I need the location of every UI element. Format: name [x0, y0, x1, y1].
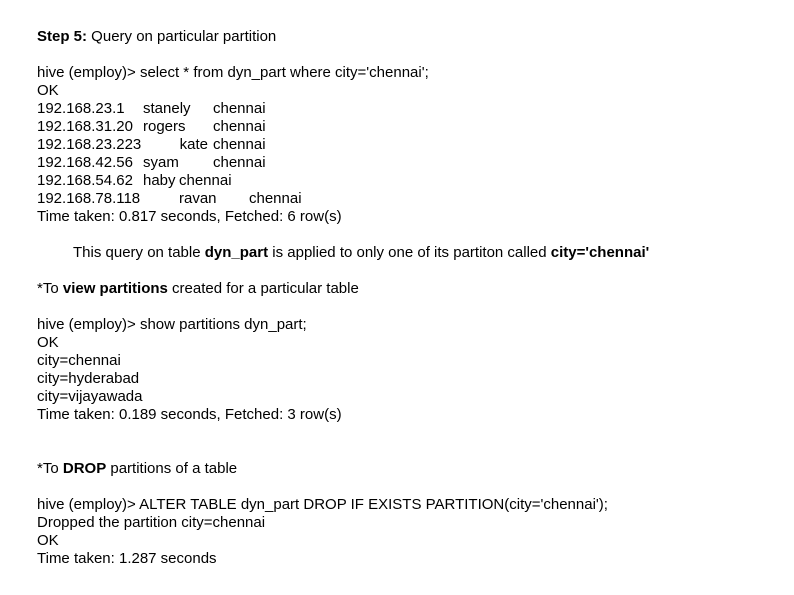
partition-item: city=vijayawada: [37, 388, 143, 405]
view-prefix: *To: [37, 280, 63, 297]
result-row: [37, 190, 302, 208]
note-prefix: This query on table: [73, 244, 205, 261]
row-ip: 192.168.23.223: [37, 136, 142, 153]
query2-time: Time taken: 0.189 seconds, Fetched: 3 row(s): [37, 406, 342, 423]
drop-heading: [37, 460, 237, 478]
result-row: [37, 172, 232, 190]
partition-item: city=hyderabad: [37, 370, 140, 387]
query1-ok: OK: [37, 82, 59, 99]
row-city: chennai: [213, 100, 266, 117]
drop-keyword: DROP: [62, 460, 107, 477]
query1-command: hive (employ)> select * from dyn_part where city='chennai';: [37, 64, 429, 81]
partition-item: city=chennai: [37, 352, 121, 369]
result-row: [37, 118, 266, 136]
row-name: stanely: [143, 100, 191, 117]
query3-ok: OK: [37, 532, 59, 549]
view-keyword: view partitions: [62, 280, 168, 297]
query2-command: hive (employ)> show partitions dyn_part;: [37, 316, 307, 333]
row-city: chennai: [213, 136, 266, 153]
row-name: ravan: [179, 190, 217, 207]
row-ip: 192.168.78.118: [37, 190, 141, 207]
step-title: Query on particular partition: [87, 28, 277, 45]
row-city: chennai: [249, 190, 302, 207]
row-name: syam: [143, 154, 179, 171]
result-row: [37, 136, 266, 154]
drop-prefix: *To: [37, 460, 63, 477]
query1-time: Time taken: 0.817 seconds, Fetched: 6 row(s): [37, 208, 342, 225]
query3-command: hive (employ)> ALTER TABLE dyn_part DROP IF EXISTS PARTITION(city='chennai');: [37, 496, 608, 513]
view-heading: [37, 280, 359, 298]
row-name: rogers: [143, 118, 186, 135]
query-note: [73, 244, 649, 262]
query2-ok: OK: [37, 334, 59, 351]
view-suffix: created for a particular table: [167, 280, 359, 297]
query3-time: Time taken: 1.287 seconds: [37, 550, 217, 567]
result-row: [37, 100, 266, 118]
row-ip: 192.168.42.56: [37, 154, 133, 171]
row-city: chennai: [213, 118, 266, 135]
drop-suffix: partitions of a table: [106, 460, 238, 477]
row-ip: 192.168.54.62: [37, 172, 133, 189]
note-middle: is applied to only one of its partiton called: [268, 244, 551, 261]
step-label: Step 5:: [37, 28, 88, 45]
result-row: [37, 154, 266, 172]
row-city: chennai: [213, 154, 266, 171]
row-name: haby: [143, 172, 176, 189]
note-partition: city='chennai': [550, 244, 650, 261]
row-city: chennai: [179, 172, 232, 189]
row-ip: 192.168.23.1: [37, 100, 125, 117]
row-name: kate: [179, 136, 208, 153]
note-table: dyn_part: [204, 244, 269, 261]
row-ip: 192.168.31.20: [37, 118, 133, 135]
step-heading: [37, 28, 276, 46]
query3-dropped: Dropped the partition city=chennai: [37, 514, 266, 531]
